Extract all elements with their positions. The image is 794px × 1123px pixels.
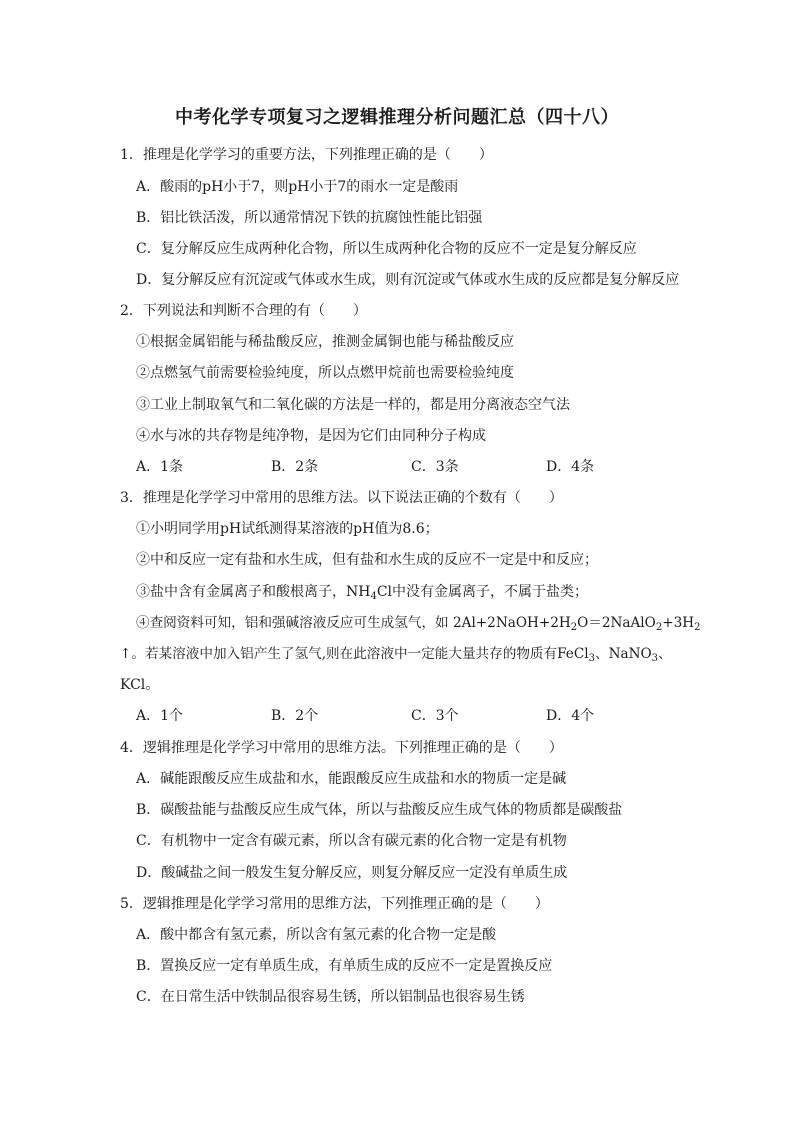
question-2-option-c: C．3条	[411, 459, 459, 475]
question-1-stem: 1．推理是化学学习的重要方法，下列推理正确的是（ ）	[120, 147, 493, 163]
question-2-options	[136, 458, 656, 476]
question-3-option-b: B．2个	[271, 708, 319, 724]
question-3-option-c: C．3个	[411, 708, 459, 724]
question-2-statement-4: ④水与冰的共存物是纯净物，是因为它们由同种分子构成	[136, 428, 486, 444]
question-2-statement-3: ③工业上制取氧气和二氧化碳的方法是一样的，都是用分离液态空气法	[136, 397, 570, 413]
question-3-statement-4-continued: ↑。若某溶液中加入铝产生了氢气,则在此溶液中一定能大量共存的物质有FeCl$_3$、NaNO$_3$、	[120, 646, 672, 664]
question-3-statement-2: ②中和反应一定有盐和水生成，但有盐和水生成的反应不一定是中和反应；	[136, 552, 598, 568]
question-1-option-b: B．铝比铁活泼，所以通常情况下铁的抗腐蚀性能比铝强	[136, 210, 483, 226]
question-5-option-c: C．在日常生活中铁制品很容易生锈，所以铝制品也很容易生锈	[136, 989, 525, 1005]
question-5-option-b: B．置换反应一定有单质生成，有单质生成的反应不一定是置换反应	[136, 958, 553, 974]
question-4-option-d: D．酸碱盐之间一般发生复分解反应，则复分解反应一定没有单质生成	[136, 865, 568, 881]
question-1-option-a: A．酸雨的pH小于7，则pH小于7的雨水一定是酸雨	[136, 179, 459, 195]
question-3-stem: 3．推理是化学学习中常用的思维方法。以下说法正确的个数有（ ）	[120, 490, 563, 506]
question-4-option-a: A．碱能跟酸反应生成盐和水，能跟酸反应生成盐和水的物质一定是碱	[136, 771, 567, 787]
page-title: 中考化学专项复习之逻辑推理分析问题汇总（四十八）	[175, 107, 619, 128]
question-3-option-a: A．1个	[136, 708, 184, 724]
question-4-option-c: C．有机物中一定含有碳元素，所以含有碳元素的化合物一定是有机物	[136, 833, 567, 849]
question-1-option-c: C．复分解反应生成两种化合物，所以生成两种化合物的反应不一定是复分解反应	[136, 241, 637, 257]
question-3-statement-4: ④查阅资料可知，铝和强碱溶液反应可生成氢气，如 $2Al+2NaOH+2H_2O=2NaAlO_2+3H_2$	[136, 615, 701, 633]
question-5-option-a: A．酸中都含有氢元素，所以含有氢元素的化合物一定是酸	[136, 927, 497, 943]
question-2-option-d: D．4条	[546, 459, 595, 475]
question-4-option-b: B．碳酸盐能与盐酸反应生成气体，所以与盐酸反应生成气体的物质都是碳酸盐	[136, 802, 623, 818]
question-3-statement-4-end: KCl。	[120, 677, 160, 693]
question-1-option-d: D．复分解反应有沉淀或气体或水生成，则有沉淀或气体或水生成的反应都是复分解反应	[136, 272, 680, 288]
question-3-statement-3: ③盐中含有金属离子和酸根离子，$NH_4Cl$中没有金属离子，不属于盐类；	[136, 584, 589, 602]
question-4-stem: 4．逻辑推理是化学学习中常用的思维方法。下列推理正确的是（ ）	[120, 740, 563, 756]
question-2-option-b: B．2条	[271, 459, 319, 475]
question-2-stem: 2．下列说法和判断不合理的有（ ）	[120, 303, 367, 319]
question-5-stem: 5．逻辑推理是化学学习常用的思维方法，下列推理正确的是（ ）	[120, 896, 549, 912]
question-3-option-d: D．4个	[546, 708, 595, 724]
question-3-statement-1: ①小明同学用pH试纸测得某溶液的pH值为8.6；	[136, 521, 439, 537]
question-2-statement-2: ②点燃氢气前需要检验纯度，所以点燃甲烷前也需要检验纯度	[136, 365, 514, 381]
question-2-statement-1: ①根据金属铝能与稀盐酸反应，推测金属铜也能与稀盐酸反应	[136, 334, 514, 350]
question-3-options	[136, 707, 656, 725]
question-2-option-a: A．1条	[136, 459, 184, 475]
